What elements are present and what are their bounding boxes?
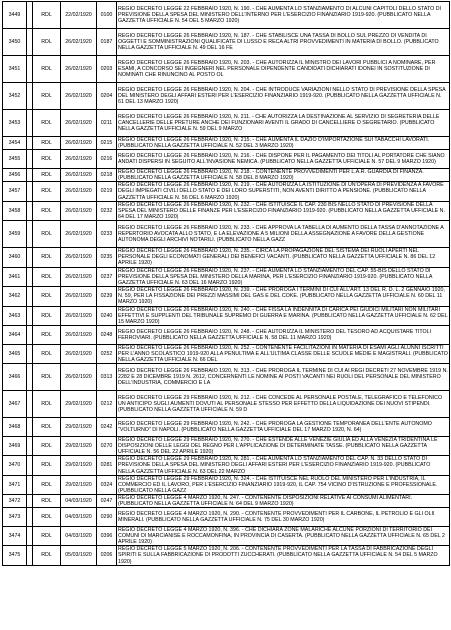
act-number: 0242 [97,418,117,437]
act-date: 26/02/1920 [61,220,97,247]
act-type: RDL [33,220,61,247]
record-number: 3466 [3,364,27,391]
act-title: REGIO DECRETO LEGGE 22 FEBBRAIO 1920, N. 190. - CHE AUMENTA LO STANZIAMENTO DI ALCUNI CAPITOLI DELLO STATO DI PREVISIONE DELLA SPESA DEL MINISTERO DELL'INTERNO PER L'ESERCIZIO FINANZIARIO 1919-920. (PUBBLICATO NELLA GAZZETTA UFFICIALE N. 54 DEL 5 MARZO 1920) [117,2,450,29]
act-type: RDL [33,267,61,286]
act-type: RDL [33,418,61,437]
act-title: REGIO DECRETO LEGGE 26 FEBBRAIO 1920, N. 239. - CHE PROROGA I TERMINI DI CUI ALL'ART. 13 DEL R. D. L. 2 GENNAIO 1920, N. 59, PER LA FISSAZIONE DEI PREZZI MASSIMI DEL GAS E DEL COKE. (PUBBLICATO NELLA GAZZETTA UFFICIALE N. 60 DEL 11 MARZO 1920) [117,287,450,306]
act-date: 04/03/1920 [61,527,97,546]
record-number: 3462 [3,287,27,306]
act-number: 0240 [97,306,117,325]
record-number: 3461 [3,267,27,286]
act-type: RDL [33,325,61,344]
table-row[interactable] [3,391,450,418]
act-number: 0218 [97,169,117,182]
record-number: 3475 [3,546,27,565]
act-date: 26/02/1920 [61,306,97,325]
act-title: REGIO DECRETO LEGGE 26 FEBBRAIO 1920, N. 203. - CHE AUTORIZZA IL MINISTRO DEI LAVORI PUBBLICI A NOMINARE, PER ESAMI, A CONCORSO SEI INGEGNERI NEL PERSONALE DIPENDENTE CANDIDATI DICHIARATI IDONEI IN SOSTITUZIONE DI NOMINATI CHE RINUNCINO AL POSTO OL [117,56,450,83]
table-row[interactable] [3,494,450,507]
act-title: REGIO DECRETO LEGGE 4 MARZO 1920, N. 290. - CONTENENTE PROVVEDIMENTI PER IL CARBONE, IL PETROLIO E GLI OLII MINERALI. (PUBBLICATO NELLA GAZZETTA UFFICIALE N. 75 DEL 30 MARZO 1920) [117,508,450,527]
act-title: REGIO DECRETO LEGGE 26 FEBBRAIO 1920, N. 248. - CHE AUTORIZZA IL MINISTERO DEL TESORO AD ACQUISTARE TITOLI FERROVIARI. (PUBBLICATO NELLA GAZZETTA UFFICIALE N. 58 DEL 11 MARZO 1920) [117,325,450,344]
act-title: REGIO DECRETO LEGGE 26 FEBBRAIO 1920, N. 232. - CHE ISTITUISCE IL CAP. 230 BIS NELLO STATO DI PREVISIONE DELLA SPESA DEL MINISTERO DELLE FINANZE PER L'ESERCIZIO FINANZIARIO 1919-920. (PUBBLICATO NELLA GAZZETTA UFFICIALE N. 64 DEL 17 MARZO 1920) [117,201,450,220]
act-number: 0235 [97,247,117,267]
table-row[interactable] [3,267,450,286]
act-date: 26/02/1920 [61,325,97,344]
record-number: 3455 [3,150,27,169]
act-date: 26/02/1920 [61,110,97,137]
table-row[interactable] [3,150,450,169]
act-title: REGIO DECRETO LEGGE 29 FEBBRAIO 1920, N. 242. - CHE PROROGA LA GESTIONE TEMPORANEA DELL'ENTE AUTONOMO "VOLTURNO" DI NAPOLI. (PUBBLICATO NELLA GAZZETTA UFFICIALE DEL 17 MARZO 1920, N. 64) [117,418,450,437]
act-title: REGIO DECRETO LEGGE 5 MARZO 1920, N. 206. - CONTENENTE PROVVEDIMENTI PER LA TASSA DI FABBRICAZIONE DEGLI SPIRITI E SULLA FABBRICAZIONE DI PRODOTTI ZUCCHERATI. (PUBBLICATO NELLA GAZZETTA UFFICIALE N. 54 DEL 5 MARZO 1920) [117,546,450,565]
act-title: REGIO DECRETO LEGGE 26 FEBBRAIO 1920, N. 240. - CHE FISSA LA INDENNITA DI CARICA PEI GIUDICI MILITARI NON MILITARI EFFETTIVI E SUPPLENTI DEL TRIBUNALE SUPREMO DI GUERRA E MARINA. (PUBBLICATO NELLA GAZZETTA UFFICIALE N. 62 DEL 15 MARZO 1920) [118,306,448,325]
record-number: 3450 [3,29,27,56]
act-number: 0215 [97,137,117,150]
table-row[interactable] [3,83,450,110]
act-number: 0216 [97,150,117,169]
act-date: 04/03/1920 [61,508,97,527]
act-number: 0324 [97,475,117,494]
record-number: 3467 [3,391,27,418]
record-number: 3459 [3,220,27,247]
act-date: 26/02/1920 [61,182,97,201]
act-type: RDL [33,527,61,546]
act-title: REGIO DECRETO LEGGE 26 FEBBRAIO 1920, N. 204. - CHE INTRODUCE VARIAZIONI NELLO STATO DI PREVISIONE DELLA SPESA DEL MINISTERO DEGLI AFFARI ESTERI PER L'ESERCIZIO FINANZIARIO 1919-920. (PUBBLICATO NELLA GAZZETTA UFFICIALE N. 61 DEL 13 MARZO 1920) [117,83,450,110]
act-type: RDL [33,110,61,137]
act-type: RDL [33,546,61,565]
act-title: REGIO DECRETO LEGGE 4 MARZO 1920, N. 247. - CONTENENTE DISPOSIZIONI RELATIVE AI CONSUMI ALIMENTARI. (PUBBLICATO NELLA GAZZETTA UFFICIALE N. 64 DEL 9 MARZO 1920) [117,494,450,507]
act-date: 26/02/1920 [61,364,97,391]
act-number: 0206 [97,546,117,565]
act-number: 0232 [97,201,117,220]
table-row[interactable] [3,508,450,527]
act-number: 0204 [97,83,117,110]
table-row[interactable] [3,247,450,267]
record-number: 3464 [3,325,27,344]
act-date: 29/02/1920 [61,475,97,494]
act-title: REGIO DECRETO LEGGE 26 FEBBRAIO 1920, N. 215. - CHE AUMENTA IL DAZIO D'IMPORTAZIONE SUI TABACCHI LAVORATI. (PUBBLICATO NELLA GAZZETTA UFFICIALE N. 52 DEL 3 MARZO 1920) [117,137,450,150]
act-number: 0233 [97,220,117,247]
record-number: 3471 [3,475,27,494]
act-type: RDL [33,287,61,306]
act-number: 0313 [97,364,117,391]
act-number: 0100 [97,2,117,29]
act-number: 0237 [97,267,117,286]
act-date: 26/02/1920 [61,150,97,169]
record-number: 3451 [3,56,27,83]
act-title: REGIO DECRETO LEGGE 26 FEBBRAIO 1920, N. 211. - CHE AUTORIZZA LA DESTINAZIONE AL SERVIZIO DI SEGRETERIA DELLE CANCELLERIE DELLE PRETURE ANCHE DEI FUNZIONARI AVENTI IL GRADO DI CANCELLIERE O SEGRETARIO. (PUBBLICATO NELLA GAZZETTA UFFICIALE N. 59 DEL 9 MARZO [117,110,450,137]
act-date: 22/02/1920 [61,2,97,29]
act-title: REGIO DECRETO LEGGE 26 FEBBRAIO 1920, N. 313. - CHE PROROGA IL TERMINE DI CUI AI REGI DECRETI 27 NOVEMBRE 1919 N. 2282 E 28 DICEMBRE 1919 N. 2612, CONCERNENTI LE NOMINE AI POSTI VACANTI NEI RUOLI DEL PERSONALE DEL MINISTERO DELL'INDUSTRIA, COMMERCIO E LA [117,364,450,391]
act-type: RDL [33,29,61,56]
table-row[interactable] [3,546,450,565]
act-number: 0248 [97,325,117,344]
act-date: 26/02/1920 [61,169,97,182]
act-type: RDL [33,391,61,418]
record-number: 3458 [3,201,27,220]
act-type: RDL [33,247,61,267]
table-row[interactable] [3,29,450,56]
act-number: 0270 [97,437,117,456]
act-type: RDL [33,344,61,363]
record-number: 3468 [3,418,27,437]
table-row[interactable] [3,56,450,83]
table-row[interactable] [3,456,450,475]
act-title: REGIO DECRETO LEGGE 26 FEBBRAIO 1920, N. 218. - CONTENENTE PROVVEDIMENTI PER L.A.R. GUARDIA DI FINANZA. (PUBBLICATO NELLA GAZZETTA UFFICIALE N. 58 DEL 8 MARZO 1920) [117,169,450,182]
act-type: RDL [33,182,61,201]
act-number: 0247 [97,494,117,507]
act-date: 26/02/1920 [61,29,97,56]
table-row[interactable] [3,169,450,182]
act-type: RDL [33,2,61,29]
act-number: 0219 [97,182,117,201]
table-row[interactable] [3,418,450,437]
record-number: 3470 [3,456,27,475]
act-date: 26/02/1920 [61,267,97,286]
act-title: REGIO DECRETO LEGGE 26 FEBBRAIO 1920, N. 237. - CHE AUMENTA LO STANZIAMENTO DEL CAP. 55-BIS DELLO STATO DI PREVISIONE DELLA SPESA DEL MINISTERO DELLA MARINA, PER L'ESERCIZIO FINANZIARIO 1919-920. (PUBBLICATO NELLA GAZZETTA UFFICIALE N. 63 DEL 16 MARZO 1920) [117,267,450,286]
record-number: 3453 [3,110,27,137]
act-type: RDL [33,150,61,169]
table-row[interactable] [3,306,450,325]
act-title: REGIO DECRETO LEGGE 29 FEBBRAIO 1920, N. 324. - CHE ISTITUISCE NEL RUOLO DEL MINISTERO PER L'INDUSTRIA, IL COMMERCIO ED IL LAVORO, PER L'ESERCIZIO FINANZIARIO 1919-920, IL CAP. 754 VICINO D'ISTRUZIONE E PROFESSIONALE. (PUBBLICATO NELLA GAZZ [117,475,450,494]
record-number: 3460 [3,247,27,267]
act-title: REGIO DECRETO LEGGE 29 FEBBRAIO 1920, N. 281. - CHE AUMENTA LO STANZIAMENTO DEL CAP. N. 33 DELLO STATO DI PREVISIONE DELLA SPESA DEL MINISTERO DEGLI AFFARI ESTERI PER L'ESERCIZIO FINANZIARIO 1919-920. (PUBBLICATO NELLA GAZZETTA UFFICIALE N. 63 DEL 22 MARZO [117,456,450,475]
act-date: 04/03/1920 [61,494,97,507]
act-title: REGIO DECRETO LEGGE 26 FEBBRAIO 1920, N. 187. - CHE STABILISCE UNA TASSA DI BOLLO SUL PREZZO DI VENDITA DI OGGETTI E SOMMINISTRAZIONI QUALIFICATE DI LUSSO E RECA ALTRI PROVVEDIMENTI IN MATERIA DI BOLLO. (PUBBLICATO NELLA GAZZETTA UFFICIALE N. 49 DEL 16 FE [117,29,450,56]
act-type: RDL [33,201,61,220]
act-number: 0252 [97,344,117,363]
record-number: 3456 [3,169,27,182]
act-number: 0187 [97,29,117,56]
record-number: 3472 [3,494,27,507]
act-number: 0290 [97,508,117,527]
act-date: 26/02/1920 [61,247,97,267]
act-type: RDL [33,169,61,182]
table-row[interactable] [3,344,450,363]
act-title: REGIO DECRETO LEGGE 29 FEBBRAIO 1920, N. 212. - CHE CONCEDE AL PERSONALE POSTALE, TELEGRAFICO E TELEFONICO UN ANTICIPO SUGLI AUMENTI DOVUTI AL PERSONALE STESSO PER EFFETTO DELLA LIQUIDAZIONE DEI NUOVI STIPENDI. (PUBBLICATO NELLA GAZZETTA UFFICIALE N. 59 D [117,391,450,418]
decree-table [2,1,450,566]
act-title: REGIO DECRETO LEGGE 26 FEBBRAIO 1920, N. 219. - CHE AUTORIZZA LA ISTITUZIONE DI UN'OPERA DI PREVIDENZA A FAVORE DEGLI IMPIEGATI CIVILI DELLO STATO E DEI LORO SUPERSTITI, NON AVENTI DIRITTO A PENSIONE. (PUBBLICATO NELLA GAZZETTA UFFICIALE N. 56 DEL 6 MARZO 1920) [117,182,450,201]
act-title: REGIO DECRETO LEGGE 26 FEBBRAIO 1920, N. 233. - CHE APPROVA LA TABELLA DI AUMENTO DELLA TASSA D'ANNOTAZIONE A REPERTORIO AVOCATA ALLO STATO, E LA ELEVAZIONE A 5 MILIONI DELLA ASSEGNAZIONE A FAVORE DELLA GESTIONE AUTONOMA DEGLI ARCHIVI NOTARILI. (PUBBLICATO NELLA GAZZ [117,220,450,247]
act-title: REGIO DECRETO LEGGE 26 FEBBRAIO 1920, N. 235. - CIRCA LA PROPAGAZIONE DEL SISTEMA DEI RUOLI APERTI NEL PERSONALE DEGLI ECONOMATI GENERALI DEI BENEFICI VACANTI. (PUBBLICATO NELLA GAZZETTA UFFICIALE N. 86 DEL 12 APRILE 1920) [117,247,450,267]
act-date: 26/02/1920 [61,137,97,150]
act-date: 26/02/1920 [61,201,97,220]
act-type: RDL [33,306,61,325]
table-row[interactable] [3,287,450,306]
table-row[interactable] [3,475,450,494]
record-number: 3473 [3,508,27,527]
act-type: RDL [33,137,61,150]
table-row[interactable] [3,201,450,220]
act-number: 0212 [97,391,117,418]
table-row[interactable] [3,527,450,546]
record-number: 3454 [3,137,27,150]
act-title: REGIO DECRETO LEGGE 29 FEBBRAIO 1920, N. 270. - CHE ESTENDE ALLE VENEZIE GIULIA ED ALLA VENEZIA TRIDENTINA LE DISPOSIZIONI DELLE LEGGI DEL REGNO PER L'APPLICAZIONE DI DETERMINATE TASSE. (PUBBLICATO NELLA GAZZETTA UFFICIALE N. 56 DEL 22 APRILE 1920) [117,437,450,456]
act-number: 0396 [97,527,117,546]
act-date: 26/02/1920 [61,83,97,110]
act-title: REGIO DECRETO LEGGE 4 MARZO 1920, N. 396. - CHE DICHIARA ZONE MALARICHE ALCUNE PORZIONI DI TERRITORIO DEI COMUNI DI MARCIANISE E ROCCAMONFINA, IN PROVINCIA DI CASERTA. (PUBBLICATO NELLA GAZZETTA UFFICIALE N. 65 DEL 2 APRILE 1920) [117,527,450,546]
table-row[interactable] [3,220,450,247]
table-row[interactable] [3,437,450,456]
record-number: 3474 [3,527,27,546]
table-row[interactable] [3,110,450,137]
act-title: REGIO DECRETO LEGGE 26 FEBBRAIO 1920, N. 216. - CHE DISPONE PER IL PAGAMENTO DEI TITOLI AL PORTATORE CHE SIANO ANDATI DISPERSI IN SEGUITO ALL'INVASIONE NEMICA. (PUBBLICATO NELLA GAZZETTA UFFICIALE N. 57 DEL 9 MARZO 1920) [117,150,450,169]
act-date: 26/02/1920 [61,344,97,363]
act-date: 29/02/1920 [61,391,97,418]
record-number: 3465 [3,344,27,363]
act-date: 26/02/1920 [61,287,97,306]
act-title: REGIO DECRETO LEGGE 26 FEBBRAIO 1920, N. 252. - CONTENENTE FACILITAZIONI IN MATERIA DI ESAMI AGLI ALUNNI ISCRITTI PER L'ANNO SCOLASTICO 1919-920 ALLA PENULTIMA E ALL'ULTIMA CLASSE DELLE SCUOLE MEDIE E MAGISTRALI. (PUBBLICATO NELLA GAZZETTA UFFICIALE N. 66 DEL [118,344,448,363]
table-row[interactable] [3,182,450,201]
table-row[interactable] [3,364,450,391]
table-row[interactable] [3,137,450,150]
act-date: 29/02/1920 [61,456,97,475]
act-date: 05/03/1920 [61,546,97,565]
act-number: 0239 [97,287,117,306]
act-type: RDL [33,508,61,527]
act-number: 0211 [97,110,117,137]
act-number: 0203 [97,56,117,83]
act-type: RDL [33,56,61,83]
act-type: RDL [33,456,61,475]
table-row[interactable] [3,325,450,344]
act-date: 29/02/1920 [61,437,97,456]
act-type: RDL [33,475,61,494]
record-number: 3463 [3,306,27,325]
table-row[interactable] [3,2,450,29]
act-type: RDL [33,364,61,391]
decree-table-body [3,2,450,566]
act-type: RDL [33,494,61,507]
act-date: 29/02/1920 [61,418,97,437]
act-type: RDL [33,437,61,456]
record-number: 3449 [3,2,27,29]
act-number: 0281 [97,456,117,475]
act-date: 26/02/1920 [61,56,97,83]
record-number: 3457 [3,182,27,201]
record-number: 3452 [3,83,27,110]
act-type: RDL [33,83,61,110]
record-number: 3469 [3,437,27,456]
